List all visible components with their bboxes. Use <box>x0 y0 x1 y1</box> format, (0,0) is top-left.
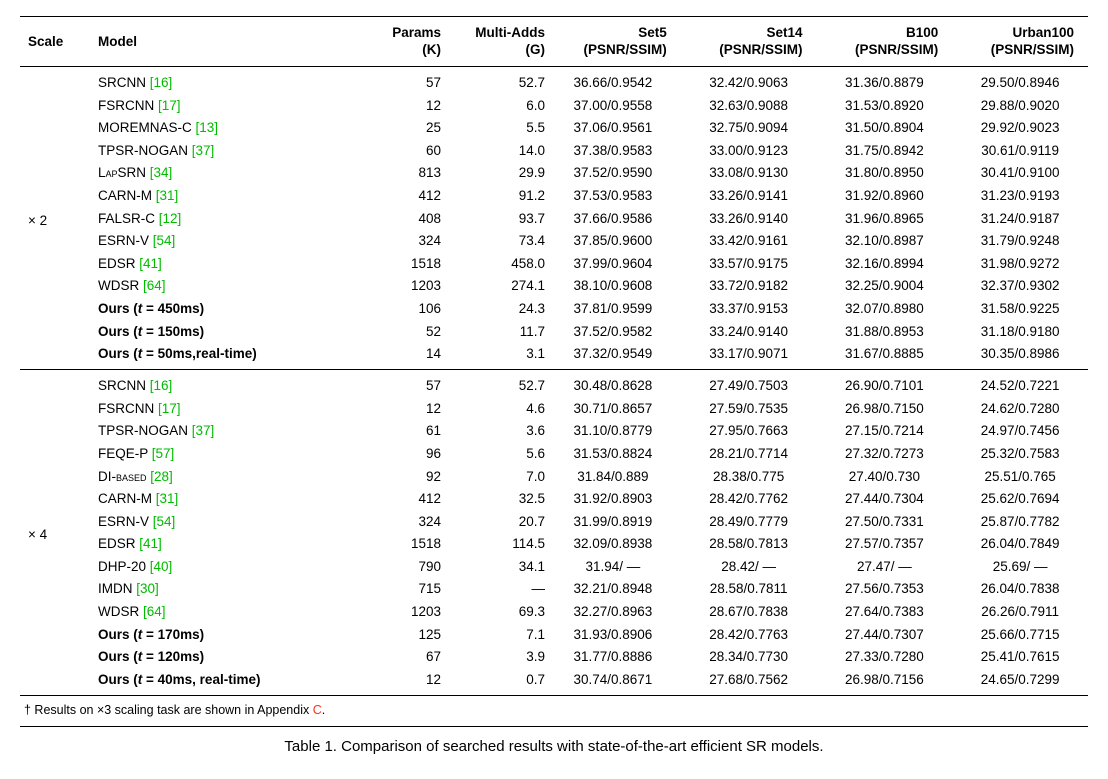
model-name <box>98 465 346 488</box>
set5-value: 30.71/0.8657 <box>573 400 653 416</box>
table-row <box>20 510 1088 533</box>
b100-value: 32.07/0.8980 <box>844 300 924 316</box>
footnote <box>20 696 1088 727</box>
set14-value: 27.68/0.7562 <box>709 671 789 687</box>
set5-value: 32.21/0.8948 <box>573 581 653 597</box>
model-text: CARN-M <box>98 187 156 203</box>
set5-value: 37.85/0.9600 <box>573 233 653 249</box>
table-row <box>20 442 1088 465</box>
citation-link[interactable]: [12] <box>158 210 182 226</box>
params-value: 1518 <box>410 536 441 552</box>
model-text: t <box>137 323 143 339</box>
set5-value: 37.81/0.9599 <box>573 300 653 316</box>
model-name <box>98 229 346 252</box>
model-text: EDSR <box>98 536 140 552</box>
model-name <box>98 162 346 185</box>
model-text: ESRN-V <box>98 233 153 249</box>
set5-value: 30.48/0.8628 <box>545 370 681 397</box>
b100-value: 27.47/ — <box>856 558 912 574</box>
table-row <box>20 275 1088 298</box>
urban100-value: 25.69/ — <box>992 558 1048 574</box>
set5-value: 37.99/0.9604 <box>573 255 653 271</box>
model-name <box>98 139 346 162</box>
b100-value: 31.67/0.8885 <box>844 346 924 362</box>
b100-value: 31.96/0.8965 <box>844 210 924 226</box>
scale-label: × 2 <box>28 212 48 228</box>
set5-value: 31.92/0.8903 <box>573 491 653 507</box>
table-row <box>20 139 1088 162</box>
multi-adds-value: 69.3 <box>518 604 545 620</box>
urban100-value: 31.58/0.9225 <box>980 300 1060 316</box>
multi-adds-value: 458.0 <box>511 255 545 271</box>
set14-value: 28.21/0.7714 <box>709 445 789 461</box>
params-value: 25 <box>425 120 441 136</box>
model-name <box>98 555 346 578</box>
set14-value: 28.42/0.7762 <box>709 491 789 507</box>
params-value: 67 <box>425 649 441 665</box>
model-name <box>98 442 346 465</box>
citation-link[interactable]: [37] <box>191 142 215 158</box>
set5-value: 32.09/0.8938 <box>573 536 653 552</box>
b100-value: 27.33/0.7280 <box>844 649 924 665</box>
table-head <box>20 17 1088 67</box>
model-text: DI-based <box>98 468 151 484</box>
b100-value: 31.53/0.8920 <box>844 97 924 113</box>
multi-adds-value: 274.1 <box>511 278 545 294</box>
table-row <box>20 184 1088 207</box>
urban100-value: 31.18/0.9180 <box>980 323 1060 339</box>
column-header-b100: B100 (PSNR/SSIM) <box>817 17 953 67</box>
table-row <box>20 532 1088 555</box>
citation-link[interactable]: [41] <box>139 536 162 552</box>
citation-link[interactable]: [57] <box>151 445 175 461</box>
citation-link[interactable]: [54] <box>152 513 176 529</box>
table-body <box>20 67 1088 696</box>
b100-value: 31.88/0.8953 <box>844 323 924 339</box>
table-row <box>20 94 1088 117</box>
model-text: CARN-M <box>98 491 156 507</box>
urban100-value: 26.04/0.7849 <box>980 536 1060 552</box>
table-row <box>20 342 1088 369</box>
model-text: MOREMNAS-C <box>98 120 196 136</box>
urban100-value: 31.23/0.9193 <box>980 187 1060 203</box>
set14-value: 33.08/0.9130 <box>709 165 789 181</box>
multi-adds-value: 91.2 <box>518 187 545 203</box>
multi-adds-value: 5.6 <box>526 445 545 461</box>
citation-link[interactable]: [16] <box>149 378 173 394</box>
citation-link[interactable]: [13] <box>195 120 219 136</box>
urban100-value: 30.61/0.9119 <box>981 142 1060 158</box>
column-header-multi-adds: Multi-Adds (G) <box>441 17 545 67</box>
urban100-value: 25.41/0.7615 <box>980 649 1060 665</box>
model-text: Ours ( <box>98 626 138 642</box>
header-row <box>20 17 1088 67</box>
table-row <box>20 465 1088 488</box>
model-text: EDSR <box>98 255 140 271</box>
model-text: = 450ms) <box>142 300 205 316</box>
model-text: TPSR-NOGAN <box>98 142 192 158</box>
multi-adds-value: 52.7 <box>518 75 545 90</box>
results-table <box>20 16 1088 696</box>
citation-link[interactable]: [31] <box>155 187 179 203</box>
model-text: IMDN <box>98 581 137 597</box>
params-value: 60 <box>425 142 441 158</box>
params-value: 125 <box>418 626 441 642</box>
set5-value: 37.00/0.9558 <box>573 97 653 113</box>
column-header-scale: Scale <box>20 17 98 67</box>
urban100-value: 24.97/0.7456 <box>980 423 1060 439</box>
urban100-value: 32.37/0.9302 <box>980 278 1060 294</box>
multi-adds-value: 20.7 <box>518 513 545 529</box>
model-text: t <box>137 300 143 316</box>
set5-value: 37.32/0.9549 <box>573 346 653 362</box>
params-value: 412 <box>418 187 441 203</box>
urban100-value: 31.24/0.9187 <box>980 210 1060 226</box>
multi-adds-value: 14.0 <box>518 142 545 158</box>
params-value: 61 <box>425 423 441 439</box>
model-text: = 170ms) <box>142 626 205 642</box>
params-value: 57 <box>425 75 441 90</box>
table-row <box>20 320 1088 343</box>
model-text: WDSR <box>98 604 143 620</box>
urban100-value: 26.04/0.7838 <box>980 581 1060 597</box>
set14-value: 33.26/0.9140 <box>709 210 789 226</box>
params-value: 324 <box>418 513 441 529</box>
params-value: 813 <box>418 165 441 181</box>
model-text: Ours ( <box>98 346 138 362</box>
params-value: 1203 <box>410 604 441 620</box>
citation-link[interactable]: [41] <box>139 255 162 271</box>
multi-adds-value: 5.5 <box>526 120 545 136</box>
model-text: WDSR <box>98 278 143 294</box>
params-value: 12 <box>425 671 441 687</box>
b100-value: 27.50/0.7331 <box>844 513 924 529</box>
set5-value: 38.10/0.9608 <box>573 278 653 294</box>
model-name <box>98 645 346 668</box>
b100-value: 27.32/0.7273 <box>844 445 924 461</box>
model-text: t <box>137 671 143 687</box>
citation-link[interactable]: [64] <box>143 278 166 294</box>
set14-value: 32.75/0.9094 <box>709 120 789 136</box>
multi-adds-value: 7.1 <box>526 626 545 642</box>
set5-value: 37.06/0.9561 <box>573 120 653 136</box>
multi-adds-value: 11.7 <box>519 323 545 339</box>
set5-value: 31.99/0.8919 <box>573 513 653 529</box>
set5-value: 31.77/0.8886 <box>573 649 653 665</box>
urban100-value: 29.88/0.9020 <box>980 97 1060 113</box>
urban100-value: 25.32/0.7583 <box>980 445 1060 461</box>
model-name <box>98 320 346 343</box>
set14-value: 28.58/0.7813 <box>709 536 789 552</box>
table-row <box>20 487 1088 510</box>
multi-adds-value: 4.6 <box>526 400 545 416</box>
model-text: = 40ms, real-time) <box>142 671 261 687</box>
urban100-value: 29.50/0.8946 <box>980 75 1060 90</box>
b100-value: 31.92/0.8960 <box>844 187 924 203</box>
table-row <box>20 297 1088 320</box>
model-text: = 50ms,real-time) <box>142 346 257 362</box>
urban100-value: 25.66/0.7715 <box>980 626 1060 642</box>
column-header-model: Model <box>98 17 346 67</box>
model-text: Ours ( <box>98 649 138 665</box>
urban100-value: 24.52/0.7221 <box>952 370 1088 397</box>
column-header-params: Params (K) <box>346 17 441 67</box>
model-text: Ours ( <box>98 300 138 316</box>
b100-value: 31.75/0.8942 <box>844 142 924 158</box>
table-row <box>20 578 1088 601</box>
params-value: 52 <box>425 323 441 339</box>
b100-value: 26.98/0.7156 <box>844 671 924 687</box>
model-name <box>98 275 346 298</box>
table-row <box>20 668 1088 695</box>
multi-adds-value: 24.3 <box>518 300 545 316</box>
multi-adds-value: 3.9 <box>526 649 545 665</box>
table-row <box>20 645 1088 668</box>
citation-link[interactable]: [64] <box>143 604 166 620</box>
model-text: FSRCNN <box>98 400 158 416</box>
model-name <box>98 420 346 443</box>
multi-adds-value: 7.0 <box>526 468 545 484</box>
b100-value: 27.56/0.7353 <box>844 581 924 597</box>
citation-link[interactable]: [17] <box>158 97 181 113</box>
b100-value: 31.36/0.8879 <box>844 75 924 90</box>
set14-value: 33.26/0.9141 <box>709 187 789 203</box>
table-row <box>20 67 1088 94</box>
citation-link[interactable]: [54] <box>152 233 176 249</box>
set14-value: 28.38/0.775 <box>712 468 785 484</box>
model-name <box>98 532 346 555</box>
b100-value: 27.64/0.7383 <box>844 604 924 620</box>
multi-adds-value: — <box>531 581 545 597</box>
b100-value: 32.10/0.8987 <box>844 233 924 249</box>
b100-value: 32.16/0.8994 <box>844 255 924 271</box>
table-row <box>20 116 1088 139</box>
set5-value: 31.10/0.8779 <box>573 423 653 439</box>
citation-link[interactable]: [17] <box>158 400 181 416</box>
params-value: 57 <box>346 370 441 397</box>
set14-value: 27.49/0.7503 <box>681 370 817 397</box>
b100-value: 26.90/0.7101 <box>817 370 953 397</box>
set14-value: 28.42/0.7763 <box>709 626 789 642</box>
model-text: t <box>137 649 143 665</box>
model-name <box>98 116 346 139</box>
set14-value: 33.37/0.9153 <box>709 300 789 316</box>
urban100-value: 25.62/0.7694 <box>980 491 1060 507</box>
citation-link[interactable]: [30] <box>136 581 159 597</box>
params-value: 408 <box>418 210 441 226</box>
table-row <box>20 600 1088 623</box>
set5-value: 37.66/0.9586 <box>573 210 653 226</box>
table-row <box>20 555 1088 578</box>
model-text: FEQE-P <box>98 445 152 461</box>
multi-adds-value: 6.0 <box>526 97 545 113</box>
model-name <box>98 668 346 695</box>
table-row <box>20 252 1088 275</box>
set14-value: 28.42/ — <box>721 558 777 574</box>
urban100-value: 25.87/0.7782 <box>980 513 1060 529</box>
b100-value: 31.50/0.8904 <box>844 120 924 136</box>
set14-value: 33.42/0.9161 <box>709 233 789 249</box>
b100-value: 26.98/0.7150 <box>844 400 924 416</box>
set5-value: 31.94/ — <box>585 558 641 574</box>
model-name <box>98 297 346 320</box>
params-value: 412 <box>418 491 441 507</box>
model-text: t <box>137 346 143 362</box>
model-name <box>98 94 346 117</box>
set5-value: 31.53/0.8824 <box>573 445 653 461</box>
model-text: SRCNN <box>98 75 150 90</box>
table-row <box>20 162 1088 185</box>
model-text: FSRCNN <box>98 97 158 113</box>
urban100-value: 30.41/0.9100 <box>980 165 1060 181</box>
model-text: FALSR-C <box>98 210 159 226</box>
set5-value: 37.52/0.9582 <box>573 323 653 339</box>
model-name <box>98 370 346 397</box>
table-row <box>20 207 1088 230</box>
urban100-value: 29.92/0.9023 <box>980 120 1060 136</box>
model-name <box>98 252 346 275</box>
set14-value: 33.57/0.9175 <box>709 255 789 271</box>
set14-value: 27.59/0.7535 <box>709 400 789 416</box>
multi-adds-value: 29.9 <box>518 165 545 181</box>
model-text: ESRN-V <box>98 513 153 529</box>
model-name <box>98 207 346 230</box>
multi-adds-value: 3.1 <box>526 346 545 362</box>
set5-value: 30.74/0.8671 <box>573 671 653 687</box>
set5-value: 32.27/0.8963 <box>573 604 653 620</box>
model-text: Lap <box>98 165 118 181</box>
multi-adds-value: 34.1 <box>518 558 545 574</box>
set5-value: 37.53/0.9583 <box>573 187 653 203</box>
table-row <box>20 420 1088 443</box>
set5-value: 31.93/0.8906 <box>573 626 653 642</box>
urban100-value: 24.65/0.7299 <box>980 671 1060 687</box>
citation-link[interactable]: [28] <box>150 468 173 484</box>
column-header-set5: Set5 (PSNR/SSIM) <box>545 17 681 67</box>
set5-value: 37.52/0.9590 <box>573 165 653 181</box>
citation-link[interactable]: [31] <box>155 491 179 507</box>
urban100-value: 24.62/0.7280 <box>980 400 1060 416</box>
b100-value: 27.44/0.7307 <box>844 626 924 642</box>
model-name <box>98 397 346 420</box>
model-name <box>98 623 346 646</box>
set14-value: 28.58/0.7811 <box>709 581 788 597</box>
params-value: 96 <box>425 445 441 461</box>
citation-link[interactable]: [34] <box>149 165 173 181</box>
model-text: t <box>137 626 143 642</box>
column-header-set14: Set14 (PSNR/SSIM) <box>681 17 817 67</box>
model-text: SRN <box>117 165 150 181</box>
urban100-value: 30.35/0.8986 <box>980 346 1060 362</box>
column-header-urban100: Urban100 (PSNR/SSIM) <box>952 17 1088 67</box>
table-row <box>20 370 1088 397</box>
set14-value: 33.17/0.9071 <box>709 346 789 362</box>
appendix-link[interactable]: C <box>312 702 322 717</box>
citation-link[interactable]: [37] <box>191 423 215 439</box>
urban100-value: 31.98/0.9272 <box>980 255 1060 271</box>
set14-value: 33.24/0.9140 <box>709 323 789 339</box>
model-name <box>98 184 346 207</box>
multi-adds-value: 52.7 <box>441 370 545 397</box>
urban100-value: 25.51/0.765 <box>984 468 1056 484</box>
table-row <box>20 229 1088 252</box>
multi-adds-value: 73.4 <box>518 233 545 249</box>
multi-adds-value: 93.7 <box>518 210 545 226</box>
set14-value: 32.63/0.9088 <box>709 97 789 113</box>
params-value: 14 <box>425 346 441 362</box>
multi-adds-value: 114.5 <box>512 536 545 552</box>
footnote-text: † Results on ×3 scaling task are shown in Appendix <box>24 702 313 717</box>
b100-value: 27.57/0.7357 <box>844 536 924 552</box>
model-text: SRCNN <box>98 378 150 394</box>
params-value: 1203 <box>410 278 441 294</box>
model-name <box>98 510 346 533</box>
multi-adds-value: 0.7 <box>526 671 545 687</box>
params-value: 1518 <box>410 255 441 271</box>
set14-value: 32.42/0.9063 <box>709 75 789 90</box>
table-caption: Table 1. Comparison of searched results with state-of-the-art efficient SR models. <box>284 737 824 755</box>
table-row <box>20 397 1088 420</box>
model-name <box>98 342 346 369</box>
multi-adds-value: 3.6 <box>526 423 545 439</box>
model-name <box>98 487 346 510</box>
params-value: 92 <box>425 468 441 484</box>
set14-value: 28.34/0.7730 <box>709 649 789 665</box>
b100-value: 32.25/0.9004 <box>844 278 924 294</box>
urban100-value: 31.79/0.9248 <box>980 233 1060 249</box>
citation-link[interactable]: [16] <box>149 75 173 90</box>
model-text: DHP-20 <box>98 558 150 574</box>
set5-value: 37.38/0.9583 <box>573 142 653 158</box>
params-value: 715 <box>418 581 441 597</box>
table-row <box>20 623 1088 646</box>
set5-value: 31.84/0.889 <box>577 468 649 484</box>
set5-value: 36.66/0.9542 <box>573 75 653 90</box>
params-value: 790 <box>418 558 441 574</box>
model-name <box>98 578 346 601</box>
set14-value: 28.67/0.7838 <box>709 604 789 620</box>
set14-value: 33.00/0.9123 <box>709 142 789 158</box>
model-text: Ours ( <box>98 671 138 687</box>
set14-value: 28.49/0.7779 <box>709 513 789 529</box>
params-value: 12 <box>425 97 441 113</box>
params-value: 12 <box>425 400 441 416</box>
scale-label: × 4 <box>20 370 98 696</box>
b100-value: 27.15/0.7214 <box>844 423 924 439</box>
model-name <box>98 600 346 623</box>
set14-value: 27.95/0.7663 <box>709 423 789 439</box>
b100-value: 27.40/0.730 <box>848 468 921 484</box>
set14-value: 33.72/0.9182 <box>709 278 789 294</box>
model-name <box>98 67 346 94</box>
b100-value: 31.80/0.8950 <box>844 165 924 181</box>
params-value: 106 <box>418 300 441 316</box>
model-text: = 120ms) <box>142 649 205 665</box>
multi-adds-value: 32.5 <box>518 491 545 507</box>
urban100-value: 26.26/0.7911 <box>981 604 1060 620</box>
footnote-period: . <box>321 702 326 717</box>
model-text: Ours ( <box>98 323 138 339</box>
b100-value: 27.44/0.7304 <box>844 491 924 507</box>
citation-link[interactable]: [40] <box>149 558 173 574</box>
model-text: TPSR-NOGAN <box>98 423 192 439</box>
model-text: = 150ms) <box>142 323 205 339</box>
params-value: 324 <box>418 233 441 249</box>
